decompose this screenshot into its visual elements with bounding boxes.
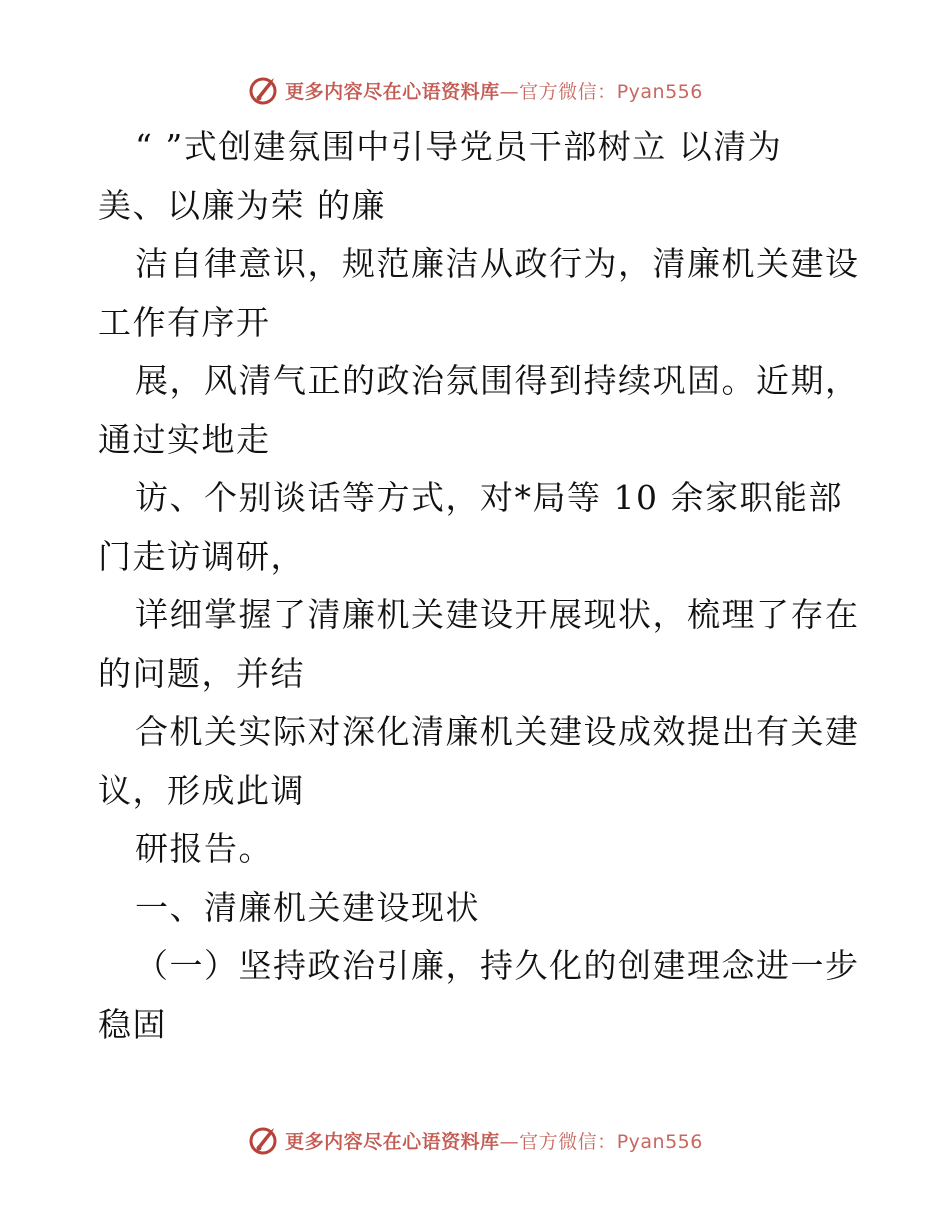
document-line: 详细掌握了清廉机关建设开展现状，梳理了存在 bbox=[135, 595, 860, 634]
watermark-main: 更多内容尽在心语资料库 bbox=[285, 1130, 500, 1153]
watermark-wechat-id: Pyan556 bbox=[616, 1130, 703, 1153]
watermark-dash: — bbox=[499, 1130, 520, 1153]
brush-logo-icon bbox=[247, 73, 281, 107]
document-line: 的问题，并结 bbox=[98, 653, 305, 693]
document-line: 研报告。 bbox=[135, 829, 273, 868]
watermark-wechat-id: Pyan556 bbox=[616, 80, 703, 103]
document-line: 美、以廉为荣 的廉 bbox=[98, 185, 386, 225]
document-line: 访、个别谈话等方式，对*局等 10 余家职能部 bbox=[135, 478, 843, 517]
document-line: 展，风清气正的政治氛围得到持续巩固。近期， bbox=[135, 361, 860, 400]
footer-watermark bbox=[0, 1120, 950, 1160]
document-body bbox=[98, 118, 858, 1054]
document-line: 稳固 bbox=[98, 1004, 167, 1044]
document-line: “ ”式创建氛围中引导党员干部树立 以清为 bbox=[135, 127, 783, 166]
watermark-text bbox=[285, 77, 703, 104]
watermark-wechat-label: 官方微信： bbox=[519, 1130, 617, 1153]
document-line: 合机关实际对深化清廉机关建设成效提出有关建 bbox=[135, 712, 860, 751]
watermark-text bbox=[285, 1127, 703, 1154]
brush-logo-icon bbox=[247, 1123, 281, 1157]
document-line: 通过实地走 bbox=[98, 419, 271, 459]
watermark-main: 更多内容尽在心语资料库 bbox=[285, 80, 500, 103]
document-line: 洁自律意识，规范廉洁从政行为，清廉机关建设 bbox=[135, 244, 860, 283]
document-line: 一、清廉机关建设现状 bbox=[135, 887, 480, 927]
header-watermark bbox=[0, 70, 950, 110]
document-line: 议，形成此调 bbox=[98, 770, 305, 810]
document-line: 门走访调研， bbox=[98, 536, 305, 576]
document-line: 工作有序开 bbox=[98, 302, 271, 342]
document-line: （一）坚持政治引廉，持久化的创建理念进一步 bbox=[135, 946, 860, 985]
watermark-dash: — bbox=[499, 80, 520, 103]
watermark-wechat-label: 官方微信： bbox=[519, 80, 617, 103]
